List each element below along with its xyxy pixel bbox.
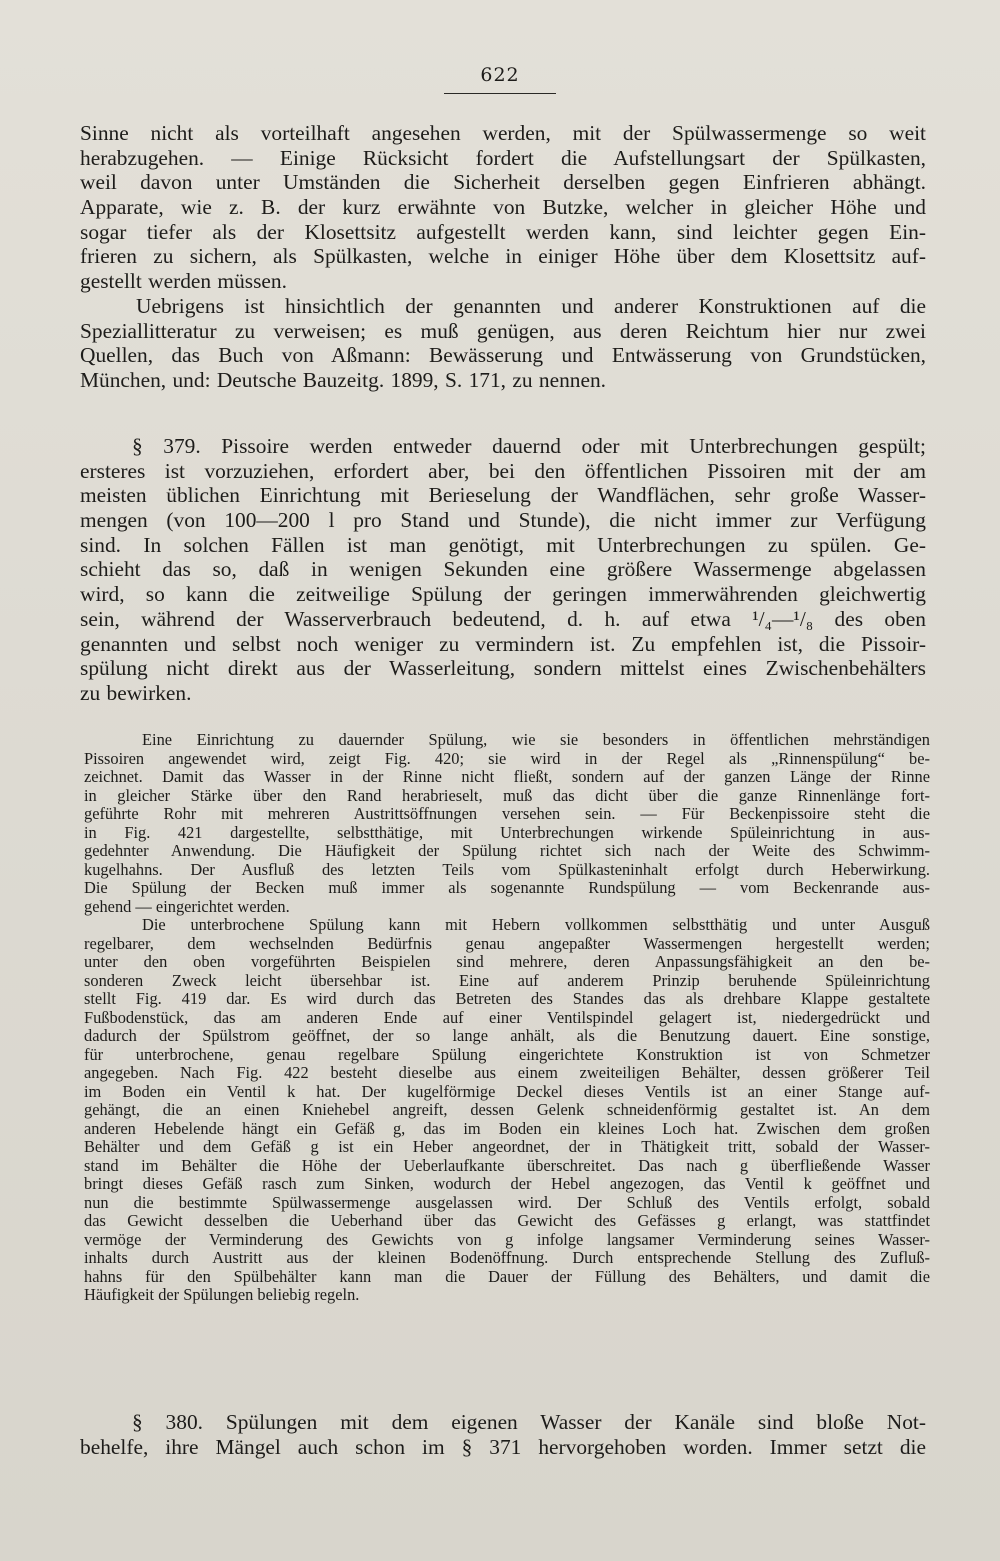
text-line: sind. In solchen Fällen ist man genötigt, mit Unterbrechungen zu spülen. Ge- — [80, 532, 926, 557]
text-line: Fußbodenstück, das am anderen Ende auf einer Ventilspindel gelagert ist, niedergedrückt und — [84, 1008, 930, 1027]
text-line: angegeben. Nach Fig. 422 besteht dieselbe aus einem zweiteiligen Behälter, dessen größerer Teil — [84, 1064, 930, 1082]
section-380 — [80, 1410, 926, 1459]
text-line: inhalts durch Austritt aus der kleinen Bodenöffnung. Durch entsprechende Stellung des Zufluß- — [84, 1249, 930, 1267]
text-line: nun die bestimmte Spülwassermenge ausgelassen wird. Der Schluß des Ventils erfolgt, sobald — [84, 1193, 930, 1212]
text-line: dadurch der Spülstrom geöffnet, der so lange anhält, als die Benutzung dauert. Eine sonstige, — [84, 1027, 930, 1045]
text-line: behelfe, ihre Mängel auch schon im § 371 hervorgehoben worden. Immer setzt die — [80, 1434, 926, 1459]
text-line: Speziallitteratur zu verweisen; es muß genügen, aus deren Reichtum hier nur zwei — [80, 318, 926, 343]
text-line: stand im Behälter die Höhe der Ueberlaufkante überschreitet. Das nach g überfließende Wasser — [84, 1156, 930, 1175]
header-rule — [444, 93, 556, 94]
text-line: Eine Einrichtung zu dauernder Spülung, wie sie besonders in öffentlichen mehrständigen — [142, 731, 930, 749]
text-line: geführte Rohr mit mehreren Austrittsöffnungen versehen sein. — Für Beckenpissoire steht die — [84, 805, 930, 823]
section-heading-line: § 380. Spülungen mit dem eigenen Wasser der Kanäle sind bloße Not- — [132, 1410, 926, 1434]
text-line: spülung nicht direkt aus der Wasserleitung, sondern mittelst eines Zwischenbehälters — [80, 656, 926, 681]
text-line: zeichnet. Damit das Wasser in der Rinne nicht fließt, sondern auf der ganzen Länge der Rinne — [84, 768, 930, 786]
text-line: Apparate, wie z. B. der kurz erwähnte von Butzke, welcher in gleicher Höhe und — [80, 195, 926, 220]
page-number: 622 — [480, 64, 520, 86]
text-line: zu bewirken. — [80, 680, 192, 705]
text-line: sein, während der Wasserverbrauch bedeutend, d. h. auf etwa ¹/₄—¹/₈ des oben — [80, 606, 926, 631]
text-line: mengen (von 100—200 l pro Stand und Stunde), die nicht immer zur Verfügung — [80, 508, 926, 533]
text-line: stellt Fig. 419 dar. Es wird durch das Betreten des Standes das als drehbare Klappe gestaltete — [84, 990, 930, 1008]
section-379 — [80, 434, 926, 706]
text-line: sogar tiefer als der Klosettsitz aufgestellt werden kann, sind leichter gegen Ein- — [80, 219, 926, 244]
small-print-block — [84, 731, 930, 1305]
text-line: Häufigkeit der Spülungen beliebig regeln. — [84, 1286, 360, 1304]
text-line: gehend — eingerichtet werden. — [84, 897, 290, 916]
text-line: für unterbrochene, genau regelbare Spülung eingerichtete Konstruktion ist von Schmetzer — [84, 1045, 930, 1064]
text-line: weil davon unter Umständen die Sicherheit derselben gegen Einfrieren abhängt. — [80, 170, 926, 195]
text-line: Die unterbrochene Spülung kann mit Hebern vollkommen selbstthätig und unter Ausguß — [142, 916, 930, 934]
text-line: Uebrigens ist hinsichtlich der genannten und anderer Konstruktionen auf die — [136, 293, 926, 318]
text-line: ersteres ist vorzuziehen, erfordert aber, bei den öffentlichen Pissoiren mit der am — [80, 458, 926, 483]
text-line: hahns für den Spülbehälter kann man die Dauer der Füllung des Behälters, und damit die — [84, 1267, 930, 1286]
text-line: genannten und selbst noch weniger zu vermindern ist. Zu empfehlen ist, die Pissoir- — [80, 631, 926, 656]
text-line: regelbarer, dem wechselnden Bedürfnis genau angepaßter Wassermengen hergestellt werden; — [84, 934, 930, 953]
text-line: München, und: Deutsche Bauzeitg. 1899, S. 171, zu nennen. — [80, 367, 607, 392]
text-line: unter den oben vorgeführten Beispielen sind mehrere, deren Anpassungsfähigkeit an den be- — [84, 953, 930, 971]
text-line: sonderen Zweck leicht übersehbar ist. Eine auf anderem Prinzip beruhende Spüleinrichtung — [84, 971, 930, 990]
text-line: gehängt, die an einen Kniehebel angreift, dessen Gelenk schneidenförmig gestaltet ist. An dem — [84, 1101, 930, 1119]
text-line: das Gewicht desselben die Ueberhand über das Gewicht des Gefässes g erlangt, was stattfindet — [84, 1212, 930, 1230]
text-line: gedehnter Anwendung. Die Häufigkeit der Spülung richtet sich nach der Weite des Schwimm- — [84, 842, 930, 860]
text-line: wird, so kann die zeitweilige Spülung der geringen immerwährenden gleichwertig — [80, 582, 926, 607]
text-line: herabzugehen. — Einige Rücksicht fordert die Aufstellungsart der Spülkasten, — [80, 145, 926, 170]
text-line: anderen Hebelende hängt ein Gefäß g, das im Boden ein kleines Loch hat. Zwischen dem großen — [84, 1119, 930, 1138]
text-line: Behälter und dem Gefäß g ist ein Heber angeordnet, der in Thätigkeit tritt, sobald der Wasser- — [84, 1138, 930, 1156]
text-line: frieren zu sichern, als Spülkasten, welche in einiger Höhe über dem Klosettsitz auf- — [80, 244, 926, 269]
text-line: Sinne nicht als vorteilhaft angesehen werden, mit der Spülwassermenge so weit — [80, 121, 926, 145]
text-line: Die Spülung der Becken muß immer als sogenannte Rundspülung — vom Beckenrande aus- — [84, 879, 930, 897]
section-heading-line: § 379. Pissoire werden entweder dauernd oder mit Unterbrechungen gespült; — [132, 434, 926, 458]
text-line: in gleicher Stärke über den Rand herabrieselt, muß das dicht über die ganze Rinnenlänge fort- — [84, 786, 930, 805]
text-line: in Fig. 421 dargestellte, selbstthätige, mit Unterbrechungen wirkende Spüleinrichtung in aus- — [84, 823, 930, 842]
text-line: im Boden ein Ventil k hat. Der kugelförmige Deckel dieses Ventils ist an einer Stange auf- — [84, 1082, 930, 1101]
text-line: schieht das so, daß in wenigen Sekunden eine größere Wassermenge abgelassen — [80, 557, 926, 582]
text-line: kugelhahns. Der Ausfluß des letzten Teils vom Spülkasteninhalt erfolgt durch Heberwirkung. — [84, 860, 930, 879]
text-line: vermöge der Verminderung des Gewichts von g infolge langsamer Verminderung seines Wasser- — [84, 1230, 930, 1249]
text-line: Quellen, das Buch von Aßmann: Bewässerung und Entwässerung von Grundstücken, — [80, 343, 926, 368]
text-line: bringt dieses Gefäß rasch zum Sinken, wodurch der Hebel angezogen, das Ventil k geöffnet und — [84, 1175, 930, 1193]
text-line: gestellt werden müssen. — [80, 269, 287, 294]
text-line: Pissoiren angewendet wird, zeigt Fig. 420; sie wird in der Regel als „Rinnenspülung“ be- — [84, 749, 930, 768]
paragraph-block-1 — [80, 121, 926, 393]
text-line: meisten üblichen Einrichtung mit Berieselung der Wandflächen, sehr große Wasser- — [80, 483, 926, 508]
